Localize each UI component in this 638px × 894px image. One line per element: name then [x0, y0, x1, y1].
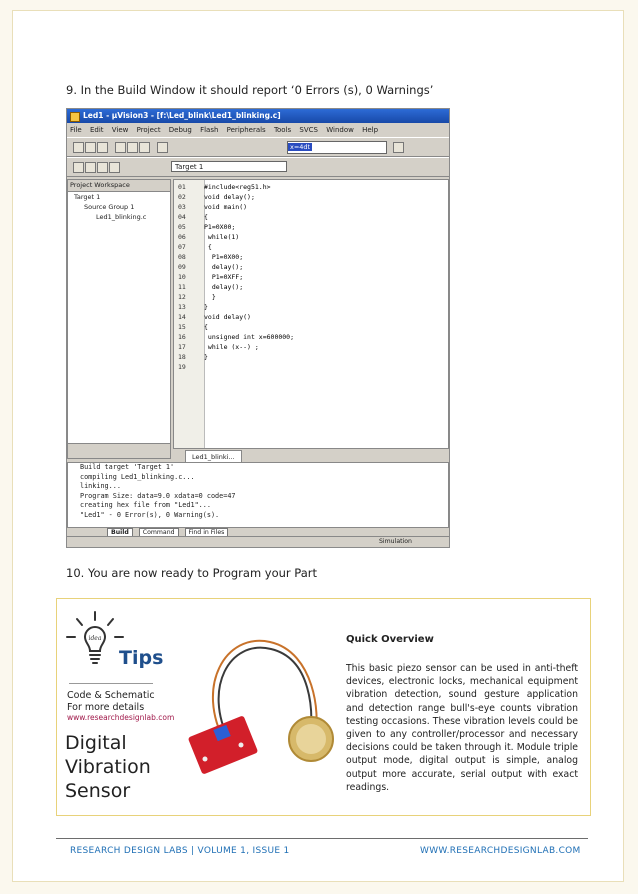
line-number: 02: [178, 193, 186, 201]
line-number: 11: [178, 283, 186, 291]
line-number: 01: [178, 183, 186, 191]
website-link[interactable]: www.researchdesignlab.com: [67, 713, 175, 722]
code-text: void delay(): [204, 313, 251, 321]
line-number: 03: [178, 203, 186, 211]
line-number: 13: [178, 303, 186, 311]
build-output-window: [67, 462, 449, 528]
menu-flash[interactable]: Flash: [200, 126, 219, 134]
ide-toolbar-2: [67, 157, 449, 177]
line-number: 04: [178, 213, 186, 221]
code-line: [174, 332, 450, 342]
code-text: while (x--) ;: [204, 343, 259, 351]
new-file-icon[interactable]: [73, 142, 84, 153]
status-bar: [67, 536, 449, 547]
code-line: [174, 352, 450, 362]
code-text: delay();: [204, 263, 244, 271]
line-number: 16: [178, 333, 186, 341]
tab-command[interactable]: Command: [139, 528, 179, 537]
open-file-icon[interactable]: [85, 142, 96, 153]
line-number: 07: [178, 243, 186, 251]
code-line: [174, 212, 450, 222]
ide-menu-bar: [67, 123, 449, 137]
output-line: creating hex file from "Led1"...: [80, 501, 211, 509]
title-line: Vibration: [65, 756, 151, 778]
menu-view[interactable]: View: [111, 126, 129, 134]
save-icon[interactable]: [97, 142, 108, 153]
code-text: #include<reg51.h>: [204, 183, 271, 191]
workspace-tabs[interactable]: [68, 443, 170, 458]
download-icon[interactable]: [109, 162, 120, 173]
line-number: 12: [178, 293, 186, 301]
menu-help[interactable]: Help: [362, 126, 379, 134]
footer-publication: RESEARCH DESIGN LABS | VOLUME 1, ISSUE 1: [70, 846, 290, 856]
code-text: P1=0X00;: [204, 253, 244, 261]
output-line: Build target 'Target 1': [80, 463, 175, 471]
code-line: [174, 262, 450, 272]
project-workspace-panel: [67, 179, 171, 459]
tree-item-source-group[interactable]: Source Group 1: [84, 203, 135, 211]
code-line: [174, 242, 450, 252]
output-line: compiling Led1_blinking.c...: [80, 472, 195, 481]
editor-tab-bar: [173, 450, 449, 462]
tips-label: Tips: [119, 647, 164, 669]
code-line: [174, 222, 450, 232]
code-line: [174, 182, 450, 192]
ide-title: Led1 - µVision3 - [f:\Led_blink\Led1_blinking.c]: [83, 111, 281, 120]
menu-window[interactable]: Window: [326, 126, 354, 134]
paste-icon[interactable]: [139, 142, 150, 153]
title-line: Sensor: [65, 780, 131, 802]
tree-item-target[interactable]: Target 1: [74, 193, 101, 201]
code-text: void main(): [204, 203, 248, 211]
footer-divider: [56, 838, 588, 839]
code-text: {: [204, 243, 212, 251]
title-line: Digital: [65, 732, 127, 754]
ide-toolbar-1: [67, 137, 449, 157]
code-text: delay();: [204, 283, 244, 291]
code-line: [174, 202, 450, 212]
code-text: while(1): [204, 233, 240, 241]
workspace-title: Project Workspace: [68, 180, 170, 192]
code-text: {: [204, 323, 208, 331]
line-number: 14: [178, 313, 186, 321]
tab-find-in-files[interactable]: Find in Files: [185, 528, 229, 537]
menu-edit[interactable]: Edit: [89, 126, 104, 134]
lightbulb-icon: [63, 609, 127, 673]
translate-icon[interactable]: [73, 162, 84, 173]
app-icon: [70, 112, 80, 122]
code-text: }: [204, 293, 216, 301]
sensor-photo: [185, 627, 335, 777]
code-line: [174, 322, 450, 332]
code-text: void delay();: [204, 193, 255, 201]
step-10-text: 10. You are now ready to Program your Part: [66, 566, 318, 580]
code-line: [174, 312, 450, 322]
code-text: P1=0XFF;: [204, 273, 244, 281]
step-9-text: 9. In the Build Window it should report ‘0 Errors (s), 0 Warnings’: [66, 83, 434, 97]
line-number: 05: [178, 223, 186, 231]
menu-file[interactable]: File: [70, 126, 82, 134]
tips-box: [56, 598, 591, 816]
tree-item-file[interactable]: Led1_blinking.c: [96, 213, 147, 221]
code-line: [174, 292, 450, 302]
code-line: [174, 232, 450, 242]
footer-website[interactable]: WWW.RESEARCHDESIGNLAB.COM: [420, 846, 581, 856]
tab-build[interactable]: Build: [107, 528, 133, 537]
copy-icon[interactable]: [127, 142, 138, 153]
code-line: [174, 272, 450, 282]
menu-peripherals[interactable]: Peripherals: [226, 126, 266, 134]
menu-svcs[interactable]: SVCS: [299, 126, 318, 134]
ide-screenshot: [66, 108, 450, 548]
line-number: 08: [178, 253, 186, 261]
target-select[interactable]: Target 1: [171, 161, 287, 172]
output-line: Program Size: data=9.0 xdata=0 code=47: [80, 491, 236, 500]
rebuild-icon[interactable]: [97, 162, 108, 173]
code-text: P1=0X00;: [204, 223, 236, 231]
output-line: linking...: [80, 482, 121, 490]
code-schematic-label: Code & Schematic: [67, 690, 155, 701]
code-text: }: [204, 303, 208, 311]
idea-badge: idea: [88, 635, 102, 642]
status-simulation: Simulation: [379, 538, 412, 545]
line-number: 19: [178, 363, 186, 371]
line-number: 18: [178, 353, 186, 361]
quick-overview-heading: Quick Overview: [346, 634, 434, 645]
menu-debug[interactable]: Debug: [168, 126, 192, 134]
undo-icon[interactable]: [157, 142, 168, 153]
line-number: 15: [178, 323, 186, 331]
code-text: }: [204, 353, 208, 361]
find-input[interactable]: x=4dt: [287, 141, 387, 154]
line-number: 10: [178, 273, 186, 281]
code-text: {: [204, 213, 208, 221]
code-editor[interactable]: [173, 179, 449, 449]
line-number: 17: [178, 343, 186, 351]
code-line: [174, 362, 450, 372]
code-line: [174, 252, 450, 262]
code-line: [174, 192, 450, 202]
code-line: [174, 282, 450, 292]
code-line: [174, 302, 450, 312]
ide-title-bar: [67, 109, 449, 123]
binoculars-icon[interactable]: [393, 142, 404, 153]
editor-tab-file[interactable]: Led1_blinki...: [185, 450, 242, 464]
menu-project[interactable]: Project: [136, 126, 161, 134]
cut-icon[interactable]: [115, 142, 126, 153]
output-line: "Led1" - 0 Error(s), 0 Warning(s).: [80, 510, 220, 519]
line-number: 09: [178, 263, 186, 271]
line-number: 06: [178, 233, 186, 241]
build-icon[interactable]: [85, 162, 96, 173]
code-text: unsigned int x=600000;: [204, 333, 295, 341]
tips-divider: [69, 683, 153, 684]
product-title: [65, 731, 185, 803]
menu-tools[interactable]: Tools: [273, 126, 292, 134]
more-details-label: For more details: [67, 702, 145, 713]
quick-overview-body: This basic piezo sensor can be used in anti-theft devices, electronic locks, mechanical equipment vibration detection, sound gesture application and detection range bull's-eye counts vibration testing occasions. These vibration levels could be given to any controller/processor and necessary decisions could be taken through it. Module triple output mode, digital output is simple, analog output more accurate, serial output with exact readings.: [346, 663, 578, 793]
code-line: [174, 342, 450, 352]
